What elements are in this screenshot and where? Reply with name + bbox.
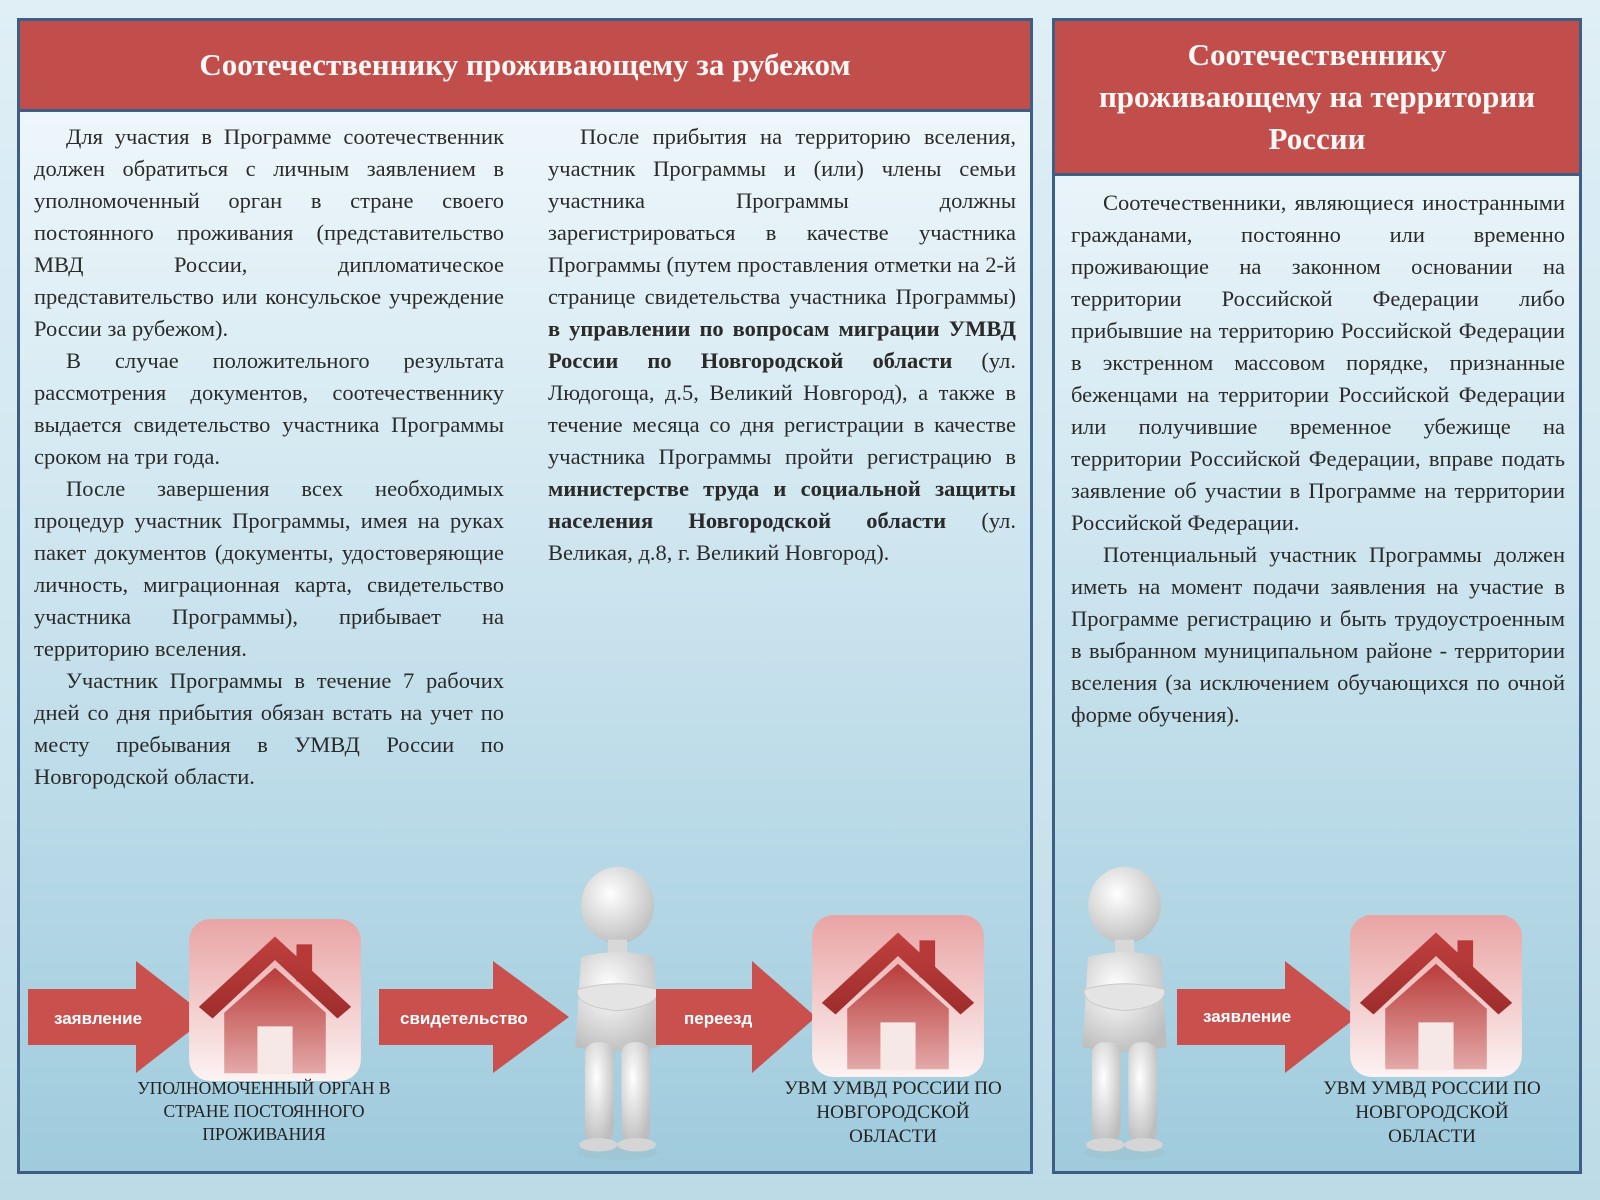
flow-caption-migration-office: УВМ УМВД РОССИИ ПО НОВГОРОДСКОЙ ОБЛАСТИ <box>784 1078 1002 1147</box>
left-panel-title: Соотечественнику проживающему за рубежом <box>20 21 1030 112</box>
bold-text-run: министерстве труда и социальной защиты населения Новгородской области <box>548 476 1016 533</box>
paragraph: Участник Программы в течение 7 рабочих дней со дня прибытия обязан встать на учет по месту пребывания в УМВД России по Новгородской области. <box>34 668 504 789</box>
right-column-text <box>1071 187 1565 731</box>
right-panel <box>1052 18 1582 1174</box>
text-run: После прибытия на территорию вселения, участник Программы и (или) члены семьи участника Программы должны зарегистрироваться в качестве участника Программы (путем проставления отметки на 2-й странице свидетельства участника Программы) <box>548 124 1016 309</box>
arrow-label-certificate: свидетельство <box>400 1009 528 1028</box>
paragraph: Для участия в Программе соотечественник должен обратиться с личным заявлением в уполномоченный орган в стране своего постоянного проживания (представительство МВД России, дипломатическое представительство или консульское учреждение России за рубежом). <box>34 124 504 341</box>
paragraph <box>548 121 1016 569</box>
flow-caption-authorized-body: УПОЛНОМОЧЕННЫЙ ОРГАН В СТРАНЕ ПОСТОЯННОГО ПРОЖИВАНИЯ <box>137 1078 391 1144</box>
paragraph: Соотечественники, являющиеся иностранными гражданами, постоянно или временно проживающие на законном основании на территории Российской Федерации либо прибывшие на территорию Российской Федерации в экстренном массовом порядке, признанные беженцами на территории Российской Федерации или получившие временное убежище на территории Российской Федерации, вправе подать заявление об участии в Программе на территории Российской Федерации. <box>1071 190 1565 535</box>
text-run: (ул. Великая, д.8, г. Великий Новгород). <box>548 508 1016 565</box>
paragraph: Потенциальный участник Программы должен иметь на момент подачи заявления на участие в Программе регистрацию и быть трудоустроенным в выбранном муниципальном районе - территории вселения (за исключением обучающихся по очной форме обучения). <box>1071 542 1565 727</box>
person-figure-icon <box>1067 861 1182 1166</box>
house-icon <box>187 917 363 1083</box>
left-column-text <box>34 121 504 793</box>
arrow-label-relocation: переезд <box>684 1009 753 1028</box>
arrow-label-application: заявление <box>54 1009 143 1028</box>
bold-text-run: в управлении по вопросам миграции УМВД России по Новгородской области <box>548 316 1016 373</box>
middle-column-text <box>548 121 1016 569</box>
flow-caption-migration-office: УВМ УМВД РОССИИ ПО НОВГОРОДСКОЙ ОБЛАСТИ <box>1323 1078 1541 1147</box>
paragraph: После завершения всех необходимых процедур участник Программы, имея на руках пакет документов (документы, удостоверяющие личность, миграционная карта, свидетельство участника Программы), прибывает на территорию вселения. <box>34 476 504 661</box>
house-icon <box>810 913 986 1079</box>
arrow-label-application: заявление <box>1203 1007 1292 1026</box>
right-panel-title: Соотечественнику проживающему на территории России <box>1055 21 1579 176</box>
paragraph: В случае положительного результата рассмотрения документов, соотечественнику выдается свидетельство участника Программы сроком на три года. <box>34 348 504 469</box>
house-icon <box>1348 913 1524 1079</box>
left-panel <box>17 18 1033 1174</box>
text-run: (ул. Людогоща, д.5, Великий Новгород), а также в течение месяца со дня регистрации в качестве участника Программы пройти регистрацию в <box>548 348 1017 469</box>
